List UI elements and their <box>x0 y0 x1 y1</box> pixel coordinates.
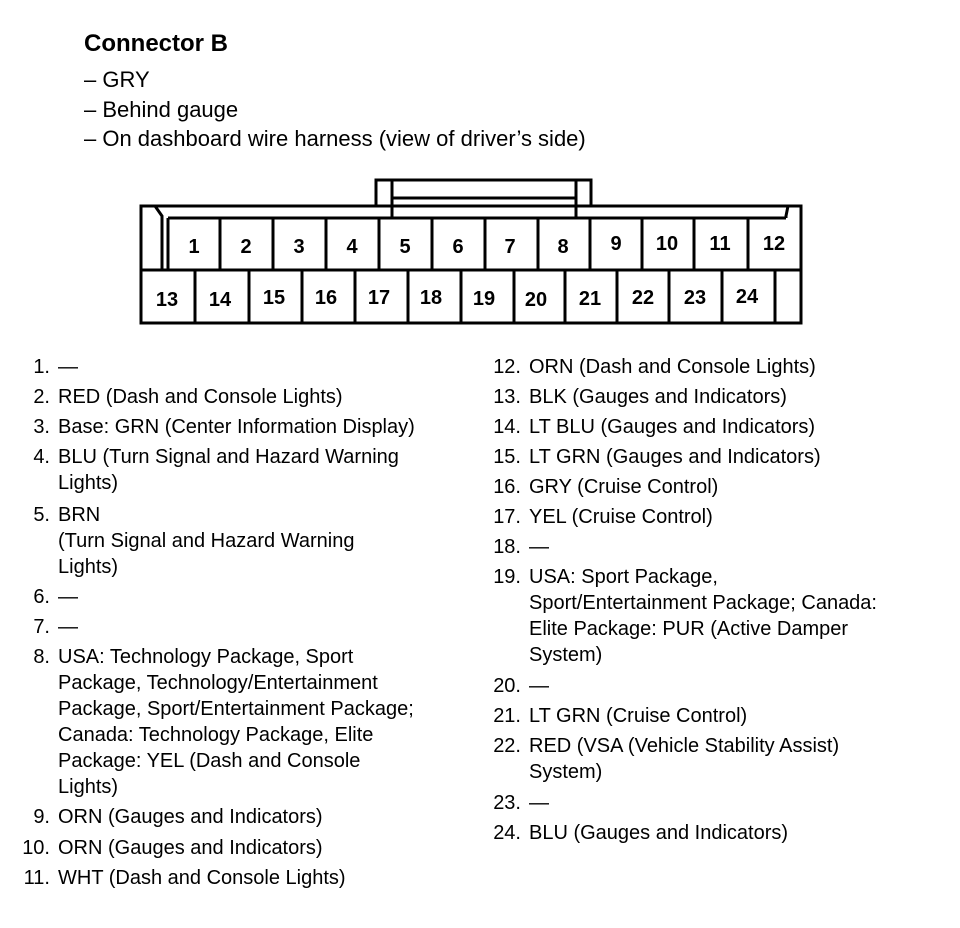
pin-description: — <box>58 586 78 608</box>
pin-number: 9. <box>33 806 50 828</box>
pin-number: 7. <box>33 616 50 638</box>
pin-description: BLU (Gauges and Indicators) <box>529 822 789 844</box>
pin-description: BLU (Turn Signal and Hazard Warning Lights) <box>58 446 399 494</box>
pin-number: 20. <box>493 675 521 697</box>
top-row-pin-4: 4 <box>346 236 358 258</box>
pin-number: 17. <box>493 506 521 528</box>
pin-number: 3. <box>33 416 50 438</box>
pin-description: RED (VSA (Vehicle Stability Assist) System) <box>529 735 840 783</box>
bottom-row-pin-18: 18 <box>419 287 443 309</box>
pin-number: 5. <box>33 504 50 526</box>
pin-number: 18. <box>493 536 521 558</box>
pin-description: — <box>529 675 549 697</box>
pin-description: ORN (Gauges and Indicators) <box>58 837 323 859</box>
pin-number: 4. <box>33 446 50 468</box>
bottom-row-pin-13: 13 <box>155 289 179 311</box>
pin-number: 16. <box>493 476 521 498</box>
pin-description: GRY (Cruise Control) <box>529 476 719 498</box>
pin-number: 11. <box>23 867 50 889</box>
top-row-pin-1: 1 <box>188 236 200 258</box>
top-row-pin-5: 5 <box>399 236 411 258</box>
connector-title: Connector B <box>84 30 228 57</box>
pin-description: USA: Technology Package, Sport Package, Technology/Entertainment Package, Sport/Entertainment Package; Canada: Technology Package, Elite Package: YEL (Dash and Console Lights) <box>58 646 414 798</box>
pin-description: — <box>529 536 549 558</box>
pin-number: 12. <box>493 356 521 378</box>
bottom-row-pin-14: 14 <box>208 289 232 311</box>
pin-description: LT GRN (Gauges and Indicators) <box>529 446 821 468</box>
pin-description: — <box>58 356 78 378</box>
bottom-row-pin-17: 17 <box>367 287 391 309</box>
bottom-row-pin-22: 22 <box>631 287 655 309</box>
pin-number: 2. <box>33 386 50 408</box>
pin-number: 23. <box>493 792 521 814</box>
bottom-row-pin-16: 16 <box>314 287 338 309</box>
bottom-row-pin-21: 21 <box>578 288 602 310</box>
pin-description: USA: Sport Package, Sport/Entertainment Package; Canada: Elite Package: PUR (Active Damper System) <box>529 566 877 666</box>
top-row-pin-8: 8 <box>557 236 569 258</box>
pin-number: 24. <box>493 822 521 844</box>
pin-description: YEL (Cruise Control) <box>529 506 713 528</box>
connector-location-line: – Behind gauge <box>84 97 239 122</box>
pin-number: 10. <box>22 837 50 859</box>
pin-description: RED (Dash and Console Lights) <box>58 386 343 408</box>
top-row-pin-10: 10 <box>655 233 679 255</box>
bottom-row-pin-20: 20 <box>524 289 548 311</box>
pin-number: 8. <box>33 646 50 668</box>
pin-description: — <box>529 792 549 814</box>
bottom-row-pin-23: 23 <box>683 287 707 309</box>
pin-description: BLK (Gauges and Indicators) <box>529 386 787 408</box>
pin-description: BRN (Turn Signal and Hazard Warning Lights) <box>58 504 355 578</box>
pin-description: — <box>58 616 78 638</box>
pin-number: 21. <box>493 705 521 727</box>
bottom-row-pin-15: 15 <box>262 287 286 309</box>
pin-description: WHT (Dash and Console Lights) <box>58 867 346 889</box>
pin-number: 15. <box>493 446 521 468</box>
top-row-pin-2: 2 <box>240 236 252 258</box>
pin-number: 1. <box>33 356 50 378</box>
pin-description: Base: GRN (Center Information Display) <box>58 416 415 438</box>
connector-color-line: – GRY <box>84 67 150 92</box>
bottom-row-pin-19: 19 <box>472 288 496 310</box>
pin-number: 19. <box>493 566 521 588</box>
pin-number: 6. <box>33 586 50 608</box>
top-row-pin-12: 12 <box>762 233 786 255</box>
pin-number: 14. <box>493 416 521 438</box>
pin-description: LT GRN (Cruise Control) <box>529 705 748 727</box>
bottom-row-pin-24: 24 <box>735 286 759 308</box>
pin-number: 22. <box>493 735 521 757</box>
pin-description: ORN (Gauges and Indicators) <box>58 806 323 828</box>
pin-description: ORN (Dash and Console Lights) <box>529 356 816 378</box>
connector-diagram <box>0 0 960 340</box>
pin-number: 13. <box>493 386 521 408</box>
top-row-pin-7: 7 <box>504 236 516 258</box>
top-row-pin-9: 9 <box>610 233 622 255</box>
connector-harness-line: – On dashboard wire harness (view of driver’s side) <box>84 126 586 151</box>
top-row-pin-11: 11 <box>709 233 731 255</box>
pin-description: LT BLU (Gauges and Indicators) <box>529 416 816 438</box>
top-row-pin-6: 6 <box>452 236 464 258</box>
top-row-pin-3: 3 <box>293 236 305 258</box>
